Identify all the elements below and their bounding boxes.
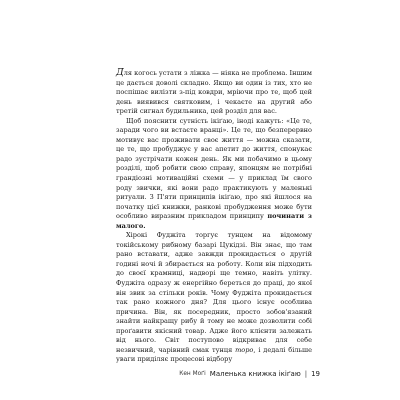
page-footer: [160, 370, 320, 378]
paragraph-1-text: ля когось устати з ліжка — ніяка не проблема. Іншим це дається доволі складно. Якщо ви один із тих, хто не поспішає вилізти з-під ковдри, мріючи про те, щоб цей день виявився святковим, і чекаєте на другий або третій сигнал будильника, цей розділ для вас.: [116, 69, 312, 116]
page-number: 19: [311, 370, 320, 378]
footer-book-title: Маленька книжка ікіґаю: [209, 370, 301, 378]
emphasis-italic: торо: [235, 345, 254, 354]
paragraph-3: [116, 231, 312, 365]
paragraph-3-text-before: Хірокі Фуджіта торгує тунцем на відомому токійському рибному базарі Цукідзі. Він знає, що там рано вставати, адже завжди прокидається о другій годині ночі й збирається на роботу. Коли він підходить до своєї крамниці, надворі ще темно, навіть улітку. Фуджіта одразу ж енергійно береться до праці, до якої він звик за стільки років. Чому Фуджіта прокидається так рано кожного дня? Для цього існує особлива причина. Він, як посередник, просто зобов'язаний знайти найкращу рибу й тому не може дозволити собі проґавити якісний товар. Адже його клієнти залежать від нього. Світ поступово відкриває для себе незвичний, чарівний смак тунця: [116, 231, 312, 354]
paragraph-2: [116, 117, 312, 232]
paragraph-3-text-after: , і дедалі більше уваги приділяє процесові відбору: [116, 345, 312, 364]
footer-separator: |: [304, 370, 308, 378]
footer-author: Кен Моґі: [179, 371, 206, 377]
paragraph-2-text: Щоб пояснити сутність ікіґаю, іноді кажуть: «Це те, заради чого ви встаєте вранці». Це те, що безперервно мотивує вас проживати своє життя — можна сказати, це те, що пробуджує у вас апетит до життя, спонукає радо зустрічати кожен день. Як ми побачимо в цьому розділі, щоб робити свою справу, японцям не потрібні грандіозні мотиваційні схеми — у приклад їм свого роду звички, які вони радо практикують у маленькі ритуали. З П'яти принципів ікіґаю, про які йшлося на початку цієї книжки, ранкові пробудження може бути особливо виразним прикладом принципу: [116, 116, 312, 221]
emphasis-bold: починати з малого.: [116, 212, 312, 230]
paragraph-1: [116, 68, 312, 117]
body-text: [116, 68, 312, 365]
drop-cap: Д: [116, 67, 124, 78]
